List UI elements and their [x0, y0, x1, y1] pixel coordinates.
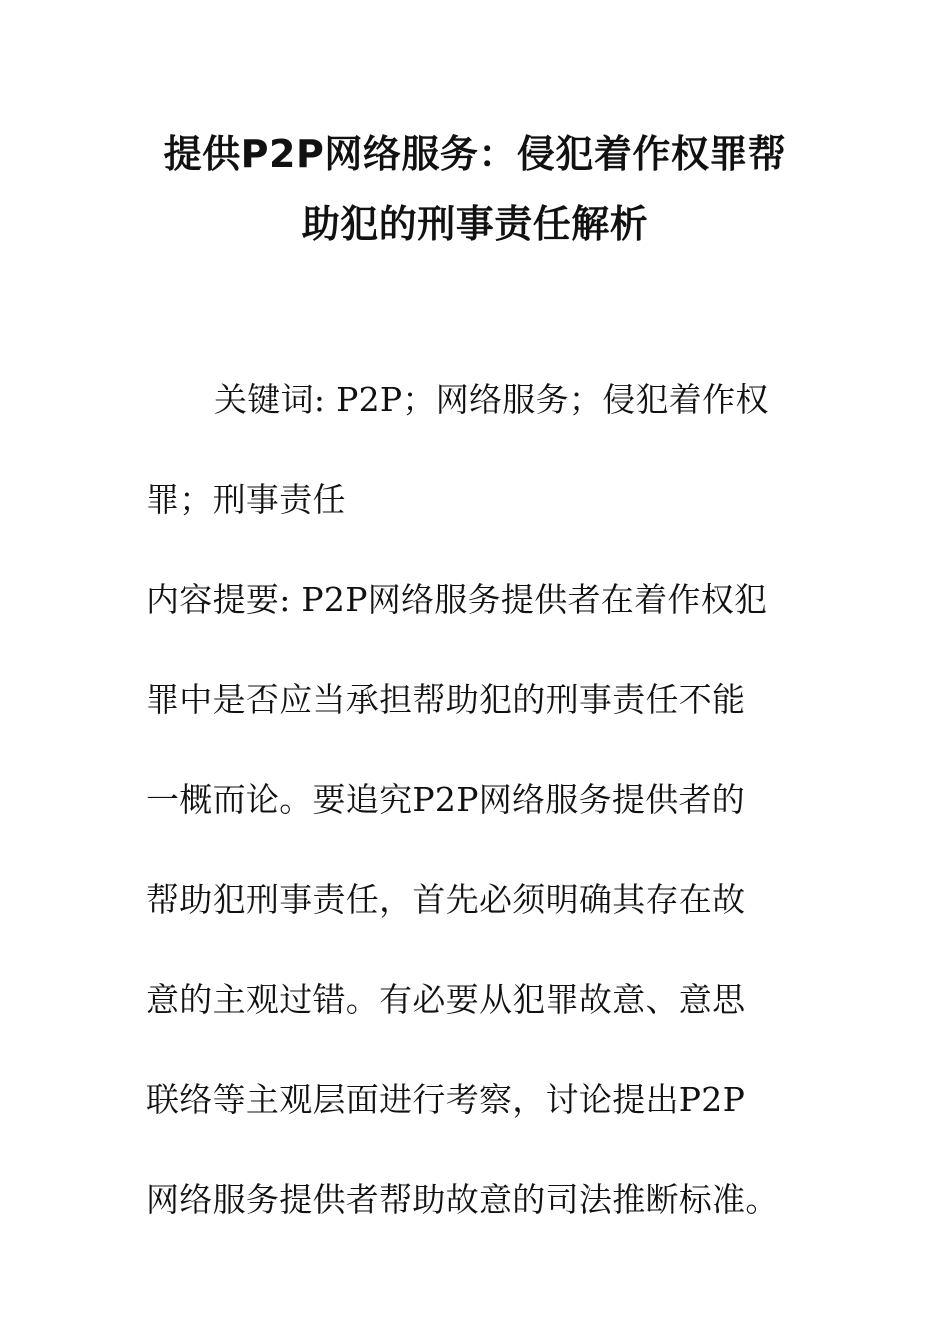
- keywords-line-2: 罪；刑事责任: [146, 480, 346, 519]
- abstract-line-2: 罪中是否应当承担帮助犯的刑事责任不能: [146, 680, 746, 719]
- abstract-line-7: 网络服务提供者帮助故意的司法推断标准。: [146, 1180, 779, 1219]
- abstract-line-1: 内容提要: P2P网络服务提供者在着作权犯: [146, 580, 768, 619]
- title-line-2: 助犯的刑事责任解析: [301, 202, 649, 246]
- abstract-line-5: 意的主观过错。有必要从犯罪故意、意思: [146, 980, 746, 1019]
- title-line-1: 提供P2P网络服务：侵犯着作权罪帮: [163, 132, 787, 176]
- abstract-line-4: 帮助犯刑事责任，首先必须明确其存在故: [146, 880, 746, 919]
- abstract-line-3: 一概而论。要追究P2P网络服务提供者的: [146, 780, 746, 819]
- keywords-line-1: 关键词: P2P；网络服务；侵犯着作权: [214, 380, 769, 419]
- abstract-line-6: 联络等主观层面进行考察，讨论提出P2P: [146, 1080, 746, 1119]
